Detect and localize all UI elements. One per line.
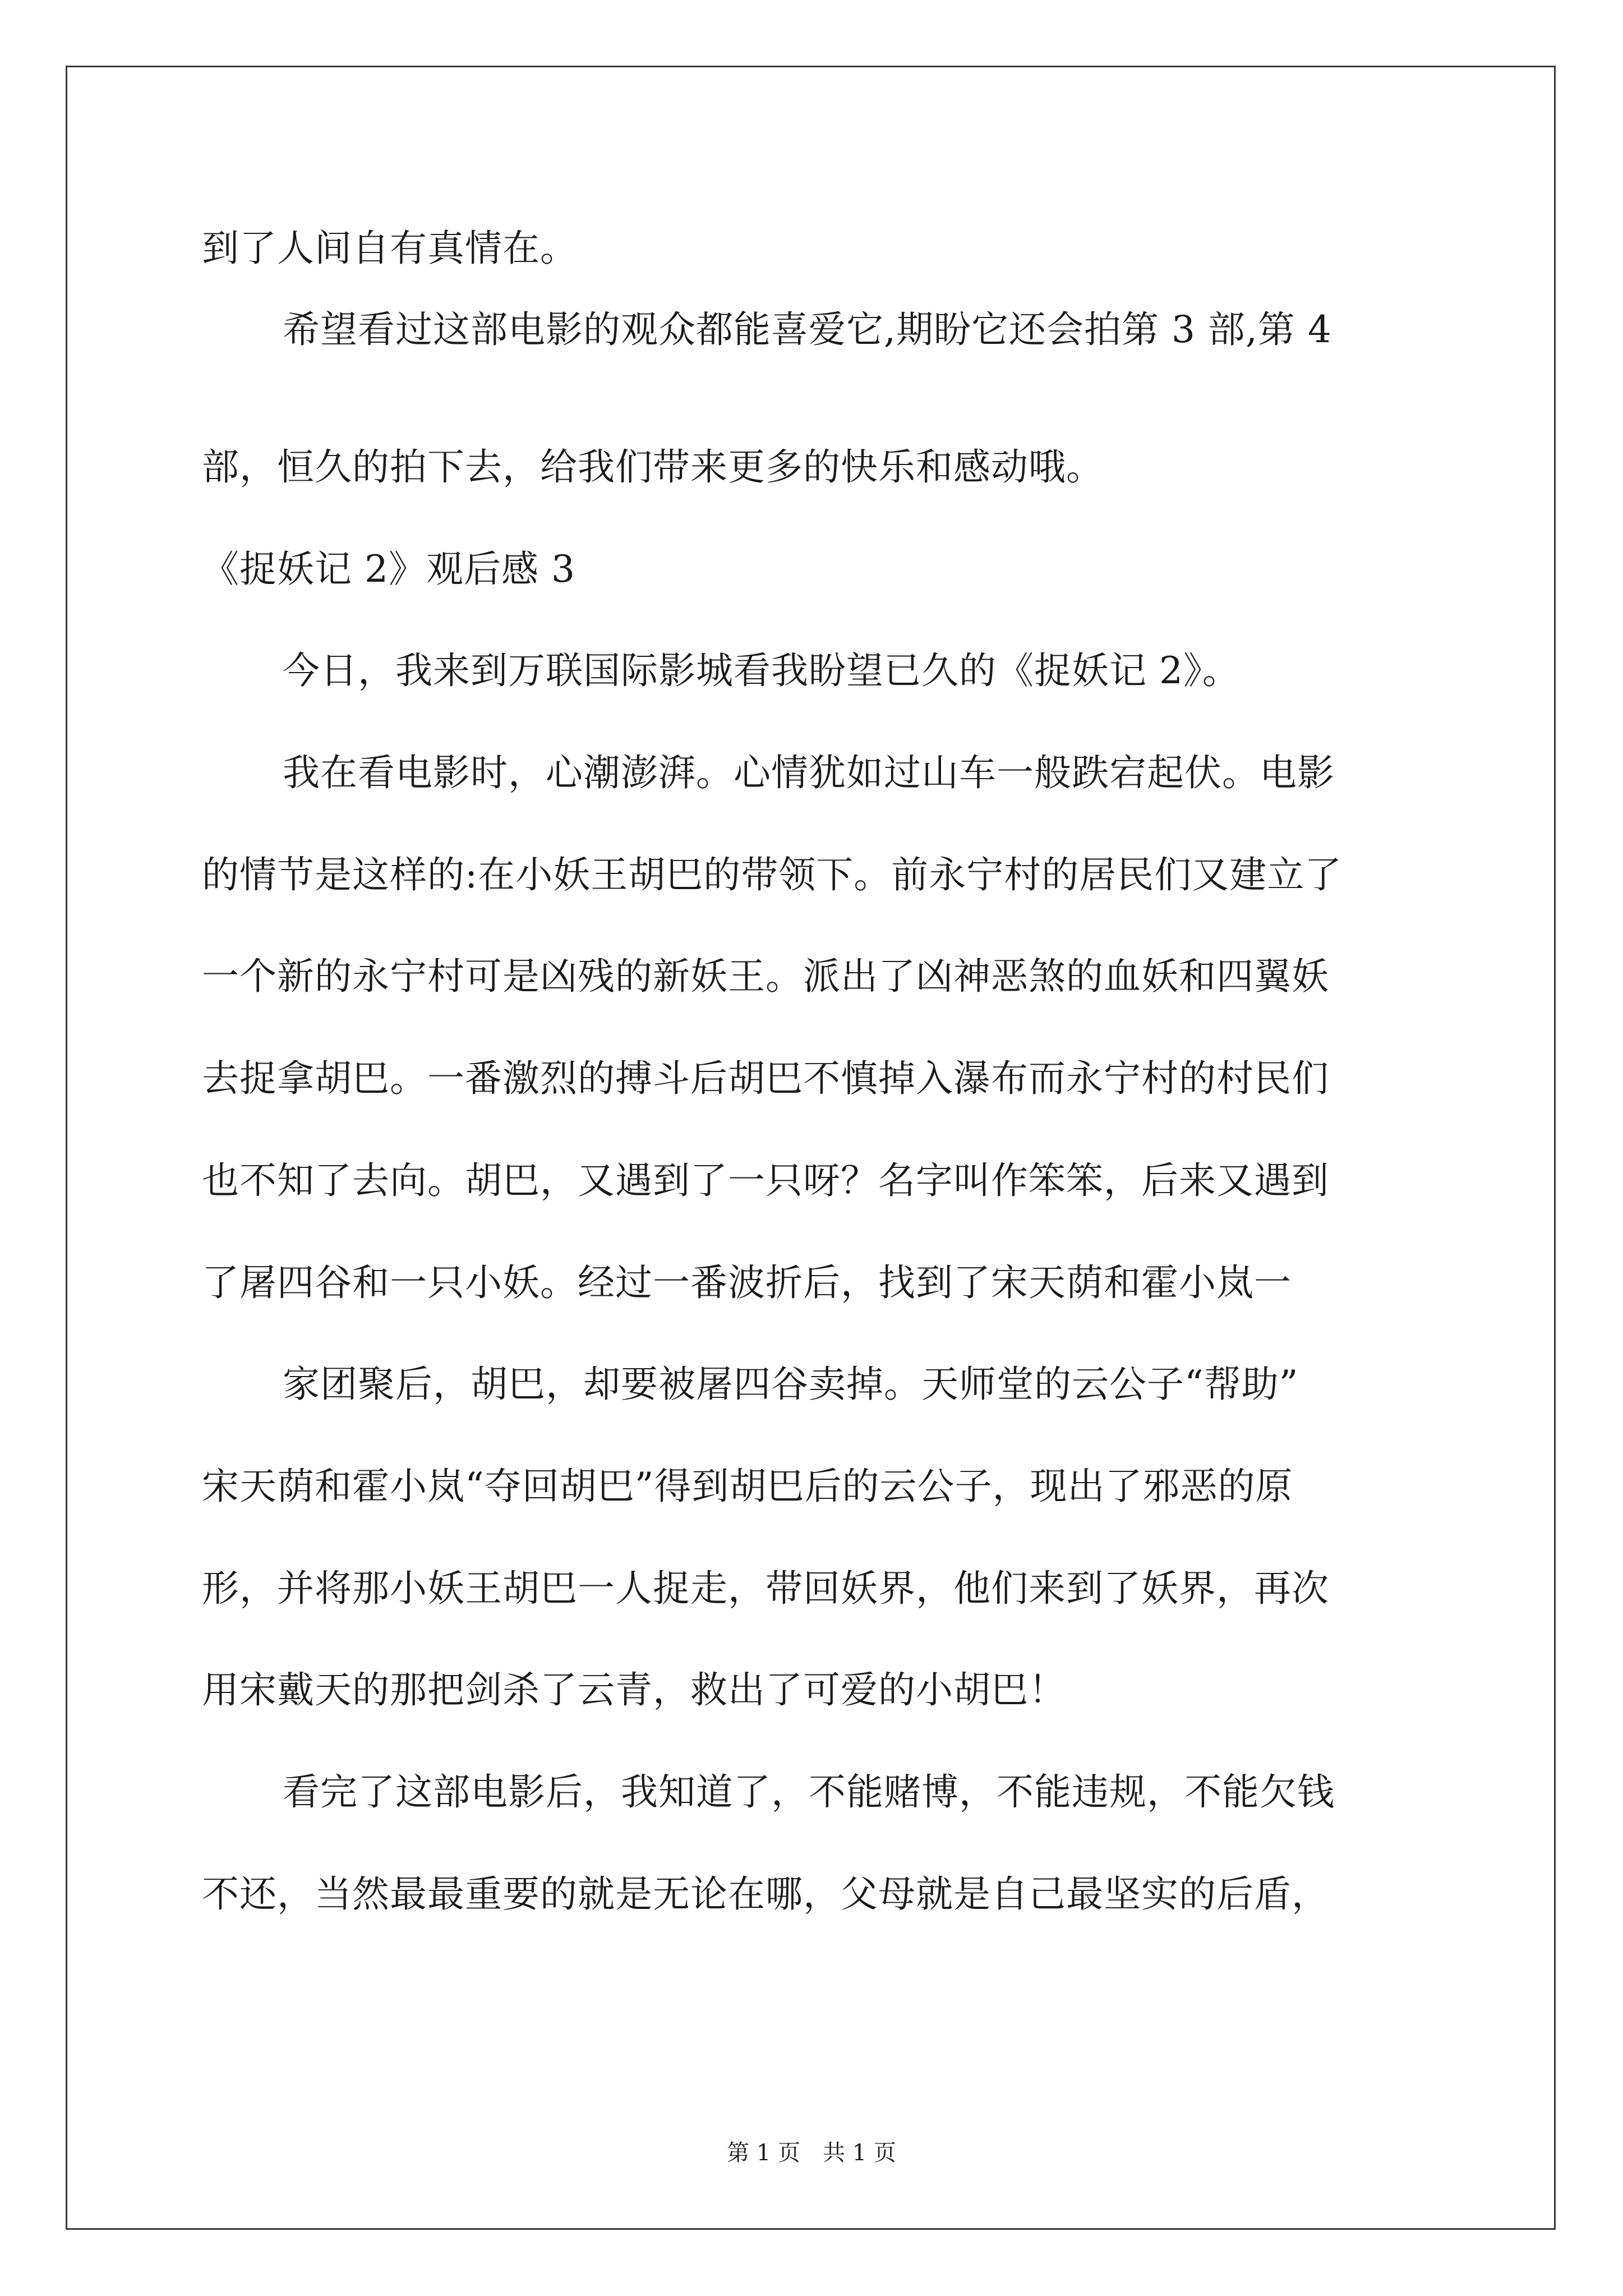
text-line: 去捉拿胡巴。一番激烈的搏斗后胡巴不慎掉入瀑布而永宁村的村民们	[202, 1057, 1329, 1100]
text-line: 不还，当然最最重要的就是无论在哪，父母就是自己最坚实的后盾，	[202, 1872, 1329, 1916]
text-line: 的情节是这样的:在小妖王胡巴的带领下。前永宁村的居民们又建立了	[202, 853, 1343, 896]
section-heading: 《捉妖记 2》观后感 3	[202, 547, 575, 591]
text-line: 用宋戴天的那把剑杀了云青，救出了可爱的小胡巴！	[202, 1668, 1066, 1711]
text-line: 部，恒久的拍下去，给我们带来更多的快乐和感动哦。	[202, 445, 1104, 489]
paragraph-first-line: 今日，我来到万联国际影城看我盼望已久的《捉妖记 2》。	[283, 649, 1240, 692]
paragraph-first-line: 家团聚后，胡巴，却要被屠四谷卖掉。天师堂的云公子“帮助”	[283, 1363, 1299, 1406]
text-line: 也不知了去向。胡巴，又遇到了一只呀？名字叫作笨笨，后来又遇到	[202, 1159, 1329, 1202]
text-line: 一个新的永宁村可是凶残的新妖王。派出了凶神恶煞的血妖和四翼妖	[202, 955, 1329, 998]
paragraph-first-line: 看完了这部电影后，我知道了，不能赌博，不能违规，不能欠钱	[283, 1770, 1335, 1814]
page-number-footer: 第 1 页 共 1 页	[727, 2140, 896, 2166]
text-line: 到了人间自有真情在。	[202, 227, 578, 270]
text-line: 宋天荫和霍小岚“夺回胡巴”得到胡巴后的云公子，现出了邪恶的原	[202, 1465, 1293, 1508]
paragraph-first-line: 希望看过这部电影的观众都能喜爱它,期盼它还会拍第 3 部,第 4	[283, 308, 1332, 351]
paragraph-first-line: 我在看电影时，心潮澎湃。心情犹如过山车一般跌宕起伏。电影	[283, 751, 1335, 794]
text-line: 形，并将那小妖王胡巴一人捉走，带回妖界，他们来到了妖界，再次	[202, 1567, 1329, 1610]
text-line: 了屠四谷和一只小妖。经过一番波折后，找到了宋天荫和霍小岚一	[202, 1261, 1292, 1304]
